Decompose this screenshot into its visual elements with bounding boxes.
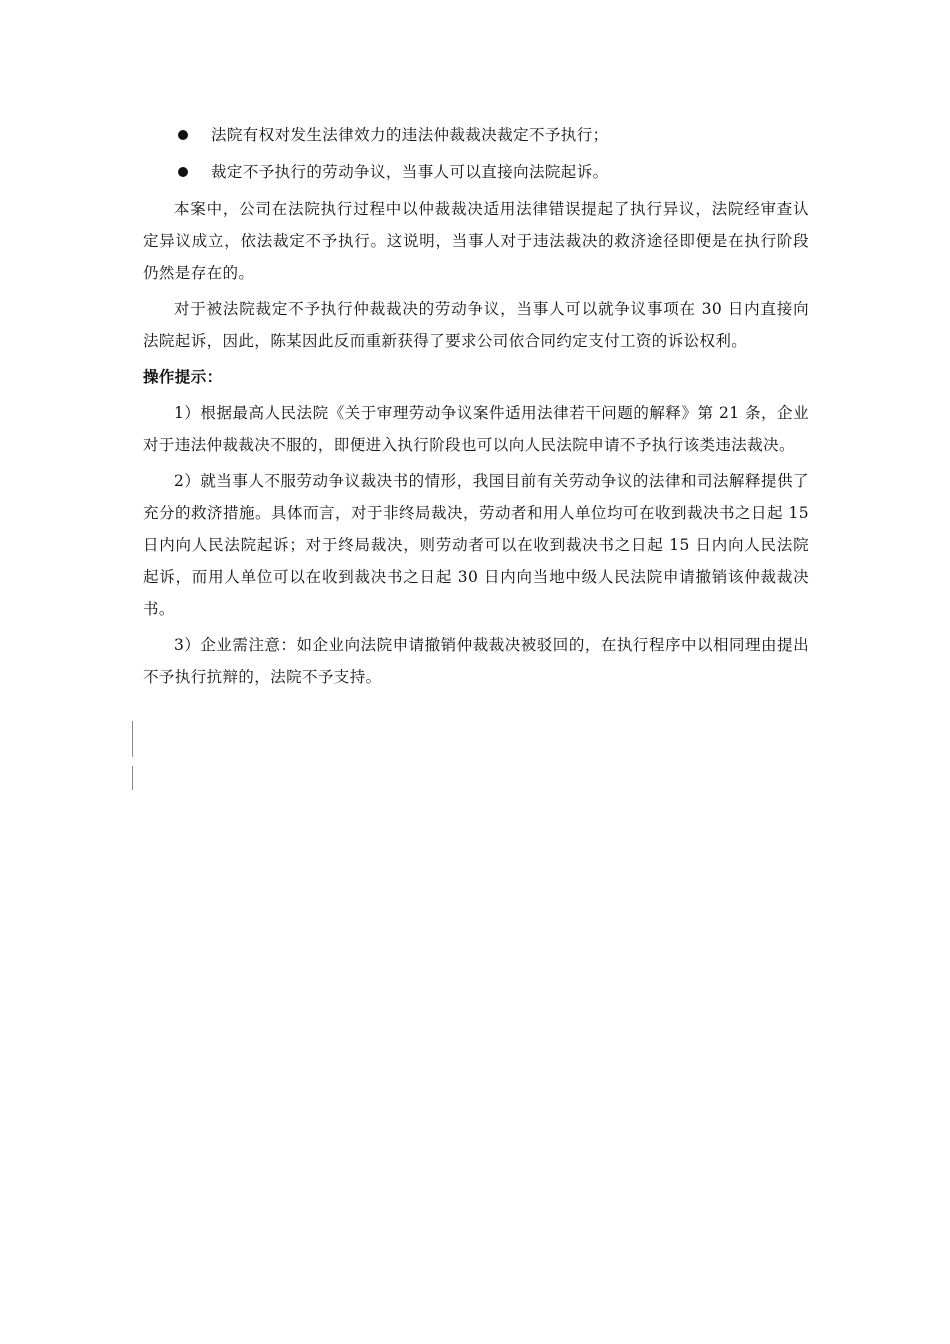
bullet-item: [143, 119, 809, 151]
bullet-text: 裁定不予执行的劳动争议，当事人可以直接向法院起诉。: [211, 163, 609, 181]
margin-change-bar: [132, 721, 133, 757]
bullet-item: [143, 156, 809, 188]
tip-paragraph: 2）就当事人不服劳动争议裁决书的情形，我国目前有关劳动争议的法律和司法解释提供了充分的救济措施。具体而言，对于非终局裁决，劳动者和用人单位均可在收到裁决书之日起 15 日内向人民法院起诉；对于终局裁决，则劳动者可以在收到裁决书之日起 15 日内向人民法院起诉，而用人单位可以在收到裁决书之日起 30 日内向当地中级人民法院申请撤销该仲裁裁决书。: [143, 472, 809, 618]
tip-paragraph: 3）企业需注意：如企业向法院申请撤销仲裁裁决被驳回的，在执行程序中以相同理由提出不予执行抗辩的，法院不予支持。: [143, 636, 809, 686]
bullet-dot-icon: [178, 167, 188, 177]
body-paragraph: 本案中，公司在法院执行过程中以仲裁裁决适用法律错误提起了执行异议，法院经审查认定异议成立，依法裁定不予执行。这说明，当事人对于违法裁决的救济途径即便是在执行阶段仍然是存在的。: [143, 200, 809, 282]
bullet-dot-icon: [178, 130, 188, 140]
section-heading: 操作提示：: [143, 368, 223, 386]
tip-paragraph: 1）根据最高人民法院《关于审理劳动争议案件适用法律若干问题的解释》第 21 条，企业对于违法仲裁裁决不服的，即便进入执行阶段也可以向人民法院申请不予执行该类违法裁决。: [143, 404, 809, 454]
bullet-text: 法院有权对发生法律效力的违法仲裁裁决裁定不予执行；: [211, 126, 609, 144]
document-body: [143, 119, 809, 697]
margin-change-bar: [132, 766, 133, 790]
body-paragraph: 对于被法院裁定不予执行仲裁裁决的劳动争议，当事人可以就争议事项在 30 日内直接向法院起诉，因此，陈某因此反而重新获得了要求公司依合同约定支付工资的诉讼权利。: [143, 300, 809, 350]
